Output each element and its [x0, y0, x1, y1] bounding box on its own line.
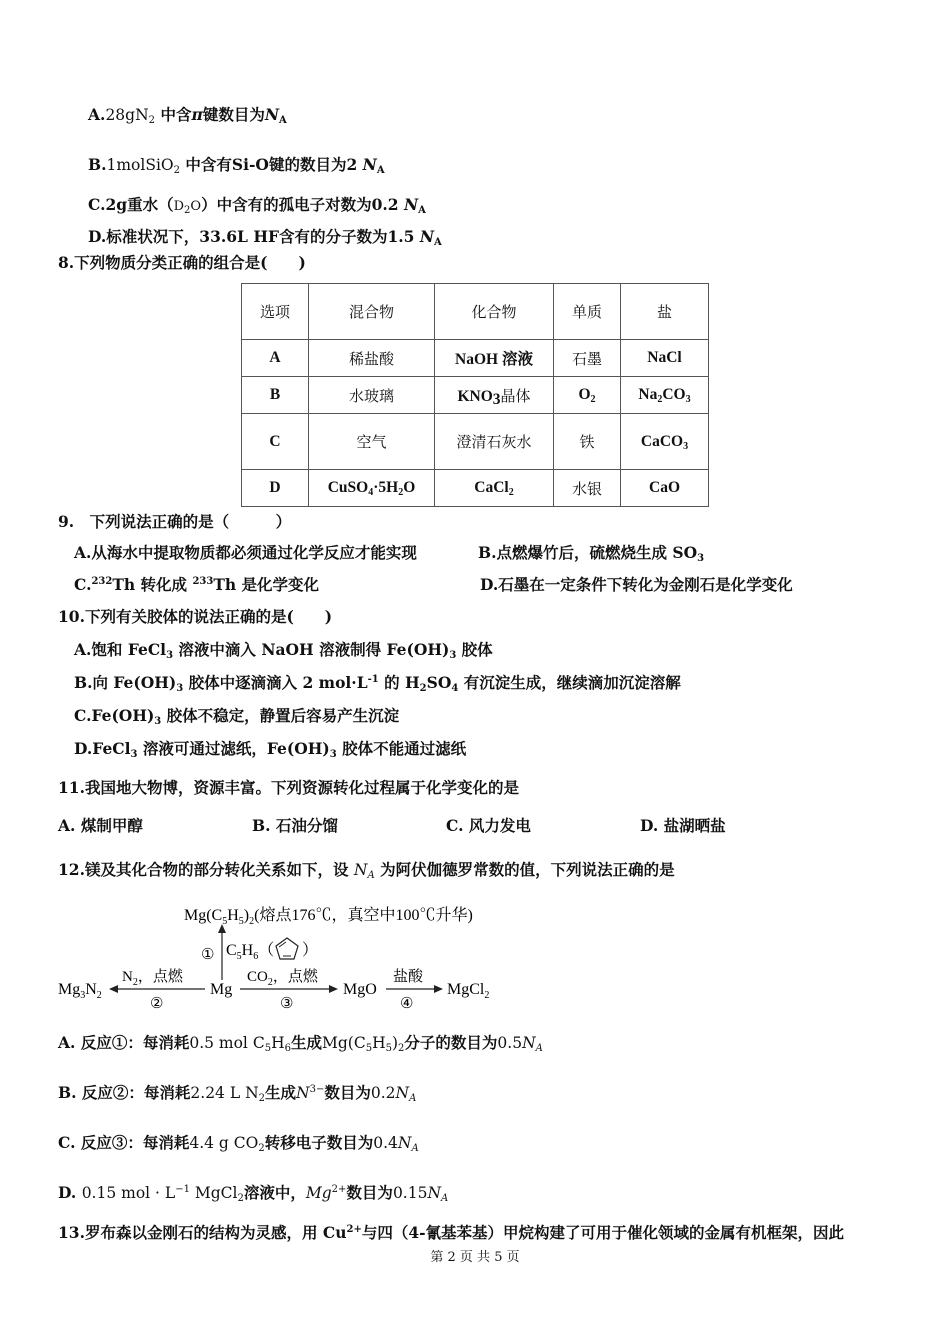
diagram-mg: Mg: [210, 981, 233, 998]
table-row: [242, 340, 709, 377]
table-cell: B: [242, 377, 309, 414]
diagram-mgo: MgO: [343, 981, 377, 998]
q12-option-d: D. 0.15 mol · $L^{-1}$ MgCl$_2$溶液中，$Mg^{2+}$数目为$0.15N_A$: [58, 1183, 449, 1204]
table-cell: 铁: [554, 414, 621, 470]
reaction-4-conditions: 盐酸: [393, 969, 424, 985]
table-cell: 石墨: [554, 340, 621, 377]
table-cell: D: [242, 470, 309, 507]
q9-option-a: A.从海水中提取物质都必须通过化学反应才能实现: [74, 543, 417, 562]
q13-stem: 13.罗布森以金刚石的结构为灵感，用 $Cu^{2+}$与四（4-氰基苯基）甲烷构建了可用于催化领域的金属有机框架，因此: [58, 1223, 845, 1242]
header-compound: 化合物: [435, 284, 554, 340]
reaction-1-reagent: $C_5H_6$（: [226, 942, 275, 962]
table-cell: C: [242, 414, 309, 470]
arrow-left-icon: [109, 985, 118, 993]
arrow-right-icon: [434, 985, 443, 993]
table-cell: $CuSO_4\cdot 5H_2O$: [309, 470, 435, 507]
q8-stem: 8.下列物质分类正确的组合是( ): [58, 253, 306, 272]
q10-option-b: B.向 $Fe(OH)_3$ 胶体中逐滴滴入 2 $mol\cdot L^{-1}$ 的 $H_2SO_4$ 有沉淀生成，继续滴加沉淀溶解: [74, 673, 681, 694]
page-footer: 第 2 页 共 5 页: [430, 1250, 520, 1265]
reaction-1-number: ①: [201, 947, 215, 963]
table-header-row: [242, 284, 709, 340]
q8-classification-table: [241, 283, 709, 507]
q12-option-b: B. 反应②：每消耗2.24 L $N_2$生成$N^{3-}$数目为$0.2N_A$: [58, 1083, 417, 1104]
header-mixture: 混合物: [309, 284, 435, 340]
q10-option-d: D.FeCl$_3$ 溶液可通过滤纸，$Fe(OH)_3$ 胶体不能通过滤纸: [74, 739, 467, 760]
diagram-mgcl2: MgCl$_2$: [447, 981, 490, 1001]
q11-option-c: C. 风力发电: [446, 816, 531, 835]
table-cell: $Na_2CO_3$: [621, 377, 709, 414]
q7-option-d: D.标准状况下，33.6L HF含有的分子数为1.5 $N_A$: [88, 227, 442, 248]
reaction-2-number: ②: [150, 996, 164, 1012]
table-cell: A: [242, 340, 309, 377]
reaction-4-number: ④: [400, 996, 414, 1012]
table-cell: CaCl$_2$: [435, 470, 554, 507]
q12-option-a: A. 反应①：每消耗0.5 mol $C_5H_6$生成$Mg(C_5H_5)_2$分子的数目为$0.5N_A$: [58, 1033, 543, 1054]
q11-stem: 11.我国地大物博，资源丰富。下列资源转化过程属于化学变化的是: [58, 778, 519, 797]
diagram-top-compound: $Mg(C_5H_5)_2$(熔点176℃，真空中100℃升华): [184, 907, 473, 927]
reaction-1-paren: ）: [302, 942, 319, 959]
reaction-2-conditions: $N_2$，点燃: [122, 969, 183, 988]
q12-stem: 12.镁及其化合物的部分转化关系如下，设 $N_A$ 为阿伏伽德罗常数的值，下列说法正确的是: [58, 860, 675, 881]
q10-option-a: A.饱和 FeCl$_3$ 溶液中滴入 NaOH 溶液制得 $Fe(OH)_3$ 胶体: [74, 640, 493, 661]
table-cell: $KNO_3$晶体: [435, 377, 554, 414]
header-option: 选项: [242, 284, 309, 340]
reaction-3-conditions: $CO_2$，点燃: [247, 969, 318, 988]
q9-option-d: D.石墨在一定条件下转化为金刚石是化学变化: [480, 575, 793, 594]
table-cell: NaCl: [621, 340, 709, 377]
q9-option-b: B.点燃爆竹后，硫燃烧生成 $SO_3$: [478, 543, 705, 564]
arrow-right-icon: [329, 985, 338, 993]
q11-option-a: A. 煤制甲醇: [58, 816, 143, 835]
q12-option-c: C. 反应③：每消耗4.4 g $CO_2$转移电子数目为$0.4N_A$: [58, 1133, 419, 1154]
table-cell: 空气: [309, 414, 435, 470]
table-row: [242, 470, 709, 507]
q7-option-c: C.2g重水$(D_2O)$中含有的孤电子对数为0.2 $N_A$: [88, 195, 426, 216]
q9-option-c: C.$^{232}$Th 转化成 $^{233}$Th 是化学变化: [74, 575, 320, 594]
table-cell: $O_2$: [554, 377, 621, 414]
q7-option-b: B.1molSiO$_2$ 中含有Si-O键的数目为2 $N_A$: [88, 155, 385, 176]
diagram-mg3n2: $Mg_3N_2$: [58, 981, 102, 1001]
reaction-3-number: ③: [280, 996, 294, 1012]
q7-option-a: $A.28gN_2$ 中含π键数目为$N_A$: [88, 105, 287, 126]
header-element: 单质: [554, 284, 621, 340]
table-cell: 澄清石灰水: [435, 414, 554, 470]
table-cell: 稀盐酸: [309, 340, 435, 377]
q10-option-c: $C.Fe(OH)_3$ 胶体不稳定，静置后容易产生沉淀: [74, 706, 400, 727]
table-cell: 水银: [554, 470, 621, 507]
mg-conversion-diagram: [50, 893, 520, 1018]
q11-option-d: D. 盐湖晒盐: [640, 816, 726, 835]
table-cell: 水玻璃: [309, 377, 435, 414]
table-row: [242, 377, 709, 414]
cyclopentadiene-ring-icon: [276, 938, 298, 959]
table-cell: CaCO$_3$: [621, 414, 709, 470]
header-salt: 盐: [621, 284, 709, 340]
table-row: [242, 414, 709, 470]
table-cell: NaOH 溶液: [435, 340, 554, 377]
table-cell: CaO: [621, 470, 709, 507]
q9-stem: 9. 下列说法正确的是（ ）: [58, 512, 292, 531]
q10-stem: 10.下列有关胶体的说法正确的是( ): [58, 607, 333, 626]
q11-option-b: B. 石油分馏: [252, 816, 338, 835]
